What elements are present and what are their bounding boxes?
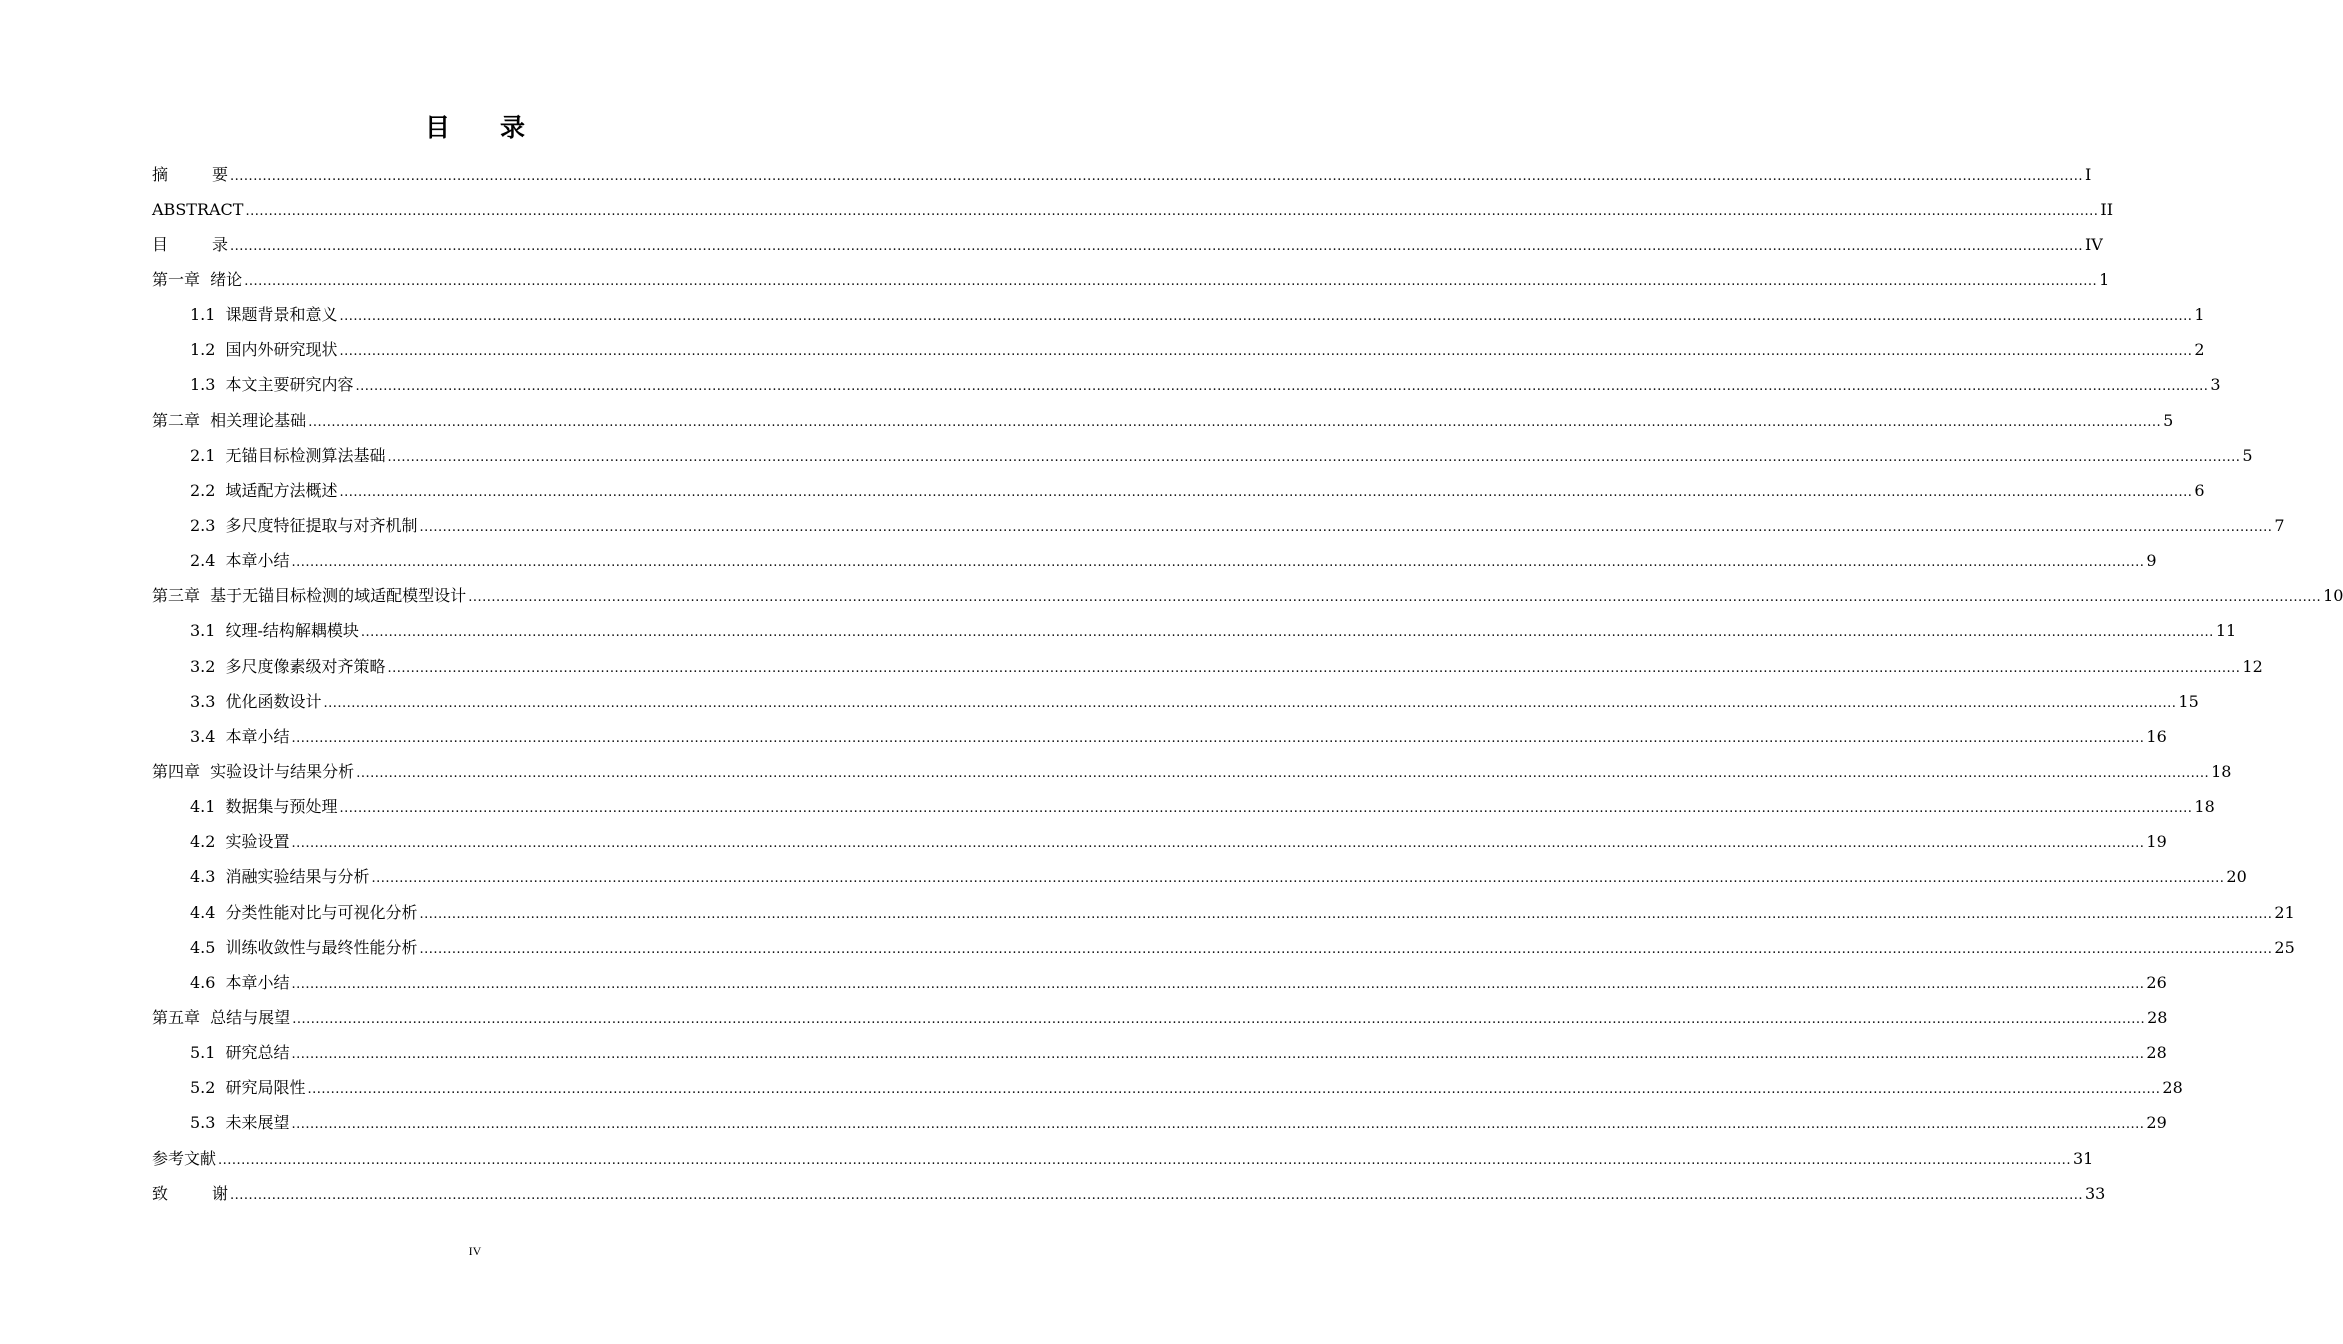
toc-section-entry[interactable]: [152, 1071, 2183, 1106]
toc-section-entry[interactable]: [152, 965, 2167, 1000]
toc-entry-label: [190, 1113, 289, 1133]
toc-chapter-entry[interactable]: [152, 1141, 2094, 1176]
toc-chapter-entry[interactable]: [152, 403, 2174, 438]
toc-section-entry[interactable]: [152, 614, 2237, 649]
toc-section-number: 3.4: [190, 726, 216, 746]
dot-leader: ................................................................................................................................................................................................................................................................................................................................................................................................................: [230, 238, 2083, 254]
toc-section-entry[interactable]: [152, 333, 2205, 368]
toc-section-number: 4.5: [190, 937, 216, 957]
toc-section-title: 本文主要研究内容: [225, 375, 354, 395]
toc-label-char: 摘: [152, 164, 169, 184]
toc-page-number: 28: [2147, 1007, 2168, 1027]
dot-leader: ................................................................................................................................................................................................................................................................................................................................................................................................................: [307, 1082, 2161, 1098]
toc-section-title: 国内外研究现状: [225, 340, 338, 360]
toc-section-entry[interactable]: [152, 544, 2157, 579]
toc-page-number: I: [2084, 164, 2092, 184]
dot-leader: ................................................................................................................................................................................................................................................................................................................................................................................................................: [419, 519, 2273, 535]
toc-page-number: 12: [2242, 656, 2263, 676]
toc-entry-label: [190, 1043, 289, 1063]
page-title-part2: 录: [500, 113, 526, 142]
toc-entry-label: [190, 516, 417, 536]
toc-section-entry[interactable]: [152, 719, 2167, 754]
dot-leader: ................................................................................................................................................................................................................................................................................................................................................................................................................: [371, 871, 2225, 887]
toc-section-title: 优化函数设计: [225, 691, 322, 711]
toc-entry-label: [152, 165, 228, 185]
toc-entry-label: 第二章 相关理论基础: [152, 410, 307, 430]
page-title-part1: 目: [424, 113, 450, 142]
toc-entry-label: [190, 973, 289, 993]
toc-page-number: 15: [2178, 691, 2199, 711]
toc-entry-label: [152, 235, 228, 255]
toc-section-title: 训练收敛性与最终性能分析: [225, 937, 418, 957]
toc-section-entry[interactable]: [152, 473, 2205, 508]
toc-section-entry[interactable]: [152, 825, 2167, 860]
toc-section-number: 4.6: [190, 972, 216, 992]
toc-page-number: 31: [2072, 1148, 2094, 1168]
toc-entry-label: 第一章 绪论: [152, 269, 243, 289]
dot-leader: ................................................................................................................................................................................................................................................................................................................................................................................................................: [230, 168, 2083, 184]
dot-leader: ................................................................................................................................................................................................................................................................................................................................................................................................................: [355, 379, 2209, 395]
toc-section-title: 实验设置: [225, 832, 290, 852]
toc-entry-label: 第三章 基于无锚目标检测的域适配模型设计: [152, 586, 467, 606]
toc-page-number: 28: [2162, 1078, 2183, 1098]
dot-leader: ................................................................................................................................................................................................................................................................................................................................................................................................................: [291, 1047, 2145, 1063]
dot-leader: ................................................................................................................................................................................................................................................................................................................................................................................................................: [308, 414, 2162, 430]
toc-entry-label: [190, 797, 337, 817]
toc-page-number: 3: [2210, 375, 2221, 395]
dot-leader: ................................................................................................................................................................................................................................................................................................................................................................................................................: [468, 590, 2322, 606]
toc-chapter-entry[interactable]: [152, 227, 2103, 262]
toc-entry-label: [190, 551, 289, 571]
toc-label-char: 要: [212, 164, 229, 184]
toc-page-number: 28: [2146, 1043, 2167, 1063]
toc-chapter-entry[interactable]: [152, 157, 2092, 192]
toc-entry-label: 第四章 实验设计与结果分析: [152, 761, 355, 781]
toc-section-title: 消融实验结果与分析: [225, 867, 370, 887]
toc-section-number: 1.3: [190, 375, 216, 395]
table-of-contents: [152, 157, 2343, 1211]
dot-leader: ................................................................................................................................................................................................................................................................................................................................................................................................................: [419, 941, 2273, 957]
dot-leader: ................................................................................................................................................................................................................................................................................................................................................................................................................: [339, 344, 2193, 360]
toc-page-number: 1: [2099, 269, 2110, 289]
toc-section-title: 本章小结: [225, 726, 290, 746]
dot-leader: ................................................................................................................................................................................................................................................................................................................................................................................................................: [218, 1152, 2071, 1168]
toc-page-number: IV: [2084, 234, 2103, 254]
toc-section-entry[interactable]: [152, 1036, 2167, 1071]
toc-label-char: 谢: [212, 1183, 229, 1203]
toc-section-title: 多尺度像素级对齐策略: [225, 656, 386, 676]
toc-entry-label: [190, 832, 289, 852]
toc-page-number: 6: [2194, 480, 2205, 500]
toc-section-number: 2.1: [190, 445, 216, 465]
toc-entry-label: [190, 1078, 305, 1098]
toc-section-entry[interactable]: [152, 790, 2215, 825]
toc-section-entry[interactable]: [152, 930, 2295, 965]
dot-leader: ................................................................................................................................................................................................................................................................................................................................................................................................................: [291, 730, 2145, 746]
toc-section-entry[interactable]: [152, 1106, 2167, 1141]
toc-entry-label: [190, 621, 359, 641]
dot-leader: ................................................................................................................................................................................................................................................................................................................................................................................................................: [387, 660, 2241, 676]
toc-page-number: 19: [2146, 832, 2167, 852]
toc-page-number: 20: [2226, 867, 2247, 887]
toc-section-number: 2.2: [190, 480, 216, 500]
toc-label-char: 目: [152, 234, 169, 254]
toc-entry-label: [152, 1184, 228, 1204]
toc-entry-label: 第五章 总结与展望: [152, 1007, 291, 1027]
toc-section-entry[interactable]: [152, 860, 2247, 895]
toc-section-number: 3.3: [190, 691, 216, 711]
toc-section-title: 研究总结: [225, 1043, 290, 1063]
toc-section-entry[interactable]: [152, 508, 2285, 543]
toc-section-entry[interactable]: [152, 368, 2221, 403]
toc-page-number: 5: [2163, 410, 2174, 430]
toc-entry-label: [190, 727, 289, 747]
toc-section-entry[interactable]: [152, 298, 2205, 333]
toc-section-number: 2.4: [190, 551, 216, 571]
toc-section-title: 无锚目标检测算法基础: [225, 445, 386, 465]
toc-section-title: 本章小结: [225, 551, 290, 571]
dot-leader: ................................................................................................................................................................................................................................................................................................................................................................................................................: [339, 801, 2193, 817]
toc-section-title: 分类性能对比与可视化分析: [225, 902, 418, 922]
toc-section-number: 1.2: [190, 340, 216, 360]
toc-section-entry[interactable]: [152, 438, 2253, 473]
toc-chapter-entry[interactable]: [152, 579, 2343, 614]
toc-section-entry[interactable]: [152, 895, 2295, 930]
toc-label-char: 致: [152, 1183, 169, 1203]
toc-section-number: 3.1: [190, 621, 216, 641]
dot-leader: ................................................................................................................................................................................................................................................................................................................................................................................................................: [356, 765, 2210, 781]
dot-leader: ................................................................................................................................................................................................................................................................................................................................................................................................................: [291, 1117, 2145, 1133]
toc-page-number: 29: [2146, 1113, 2167, 1133]
toc-entry-label: [190, 903, 417, 923]
toc-section-number: 4.1: [190, 797, 216, 817]
toc-section-title: 研究局限性: [225, 1078, 306, 1098]
toc-section-number: 4.2: [190, 832, 216, 852]
toc-section-number: 4.4: [190, 902, 216, 922]
toc-page-number: 18: [2211, 761, 2232, 781]
toc-page-number: 18: [2194, 797, 2215, 817]
toc-page-number: 33: [2084, 1183, 2106, 1203]
dot-leader: ................................................................................................................................................................................................................................................................................................................................................................................................................: [387, 449, 2241, 465]
toc-chapter-entry[interactable]: [152, 1176, 2106, 1211]
toc-chapter-entry[interactable]: [152, 754, 2232, 789]
toc-entry-label: [190, 481, 337, 501]
toc-page-number: 5: [2242, 445, 2253, 465]
dot-leader: ................................................................................................................................................................................................................................................................................................................................................................................................................: [323, 695, 2177, 711]
toc-page-number: 11: [2215, 621, 2237, 641]
page-number-footer: IV: [468, 1244, 482, 1258]
toc-chapter-entry[interactable]: [152, 1000, 2168, 1035]
toc-label-char: 录: [212, 234, 229, 254]
toc-section-number: 4.3: [190, 867, 216, 887]
toc-chapter-entry[interactable]: [152, 192, 2114, 227]
toc-section-number: 3.2: [190, 656, 216, 676]
toc-section-number: 2.3: [190, 515, 216, 535]
toc-entry-label: [190, 867, 369, 887]
toc-entry-label: [190, 375, 353, 395]
dot-leader: ................................................................................................................................................................................................................................................................................................................................................................................................................: [339, 309, 2193, 325]
toc-page-number: 21: [2274, 902, 2295, 922]
toc-section-title: 未来展望: [225, 1113, 290, 1133]
toc-section-title: 本章小结: [225, 972, 290, 992]
toc-section-title: 多尺度特征提取与对齐机制: [225, 515, 418, 535]
toc-section-number: 5.2: [190, 1078, 216, 1098]
toc-entry-label: [190, 305, 337, 325]
toc-entry-label: [190, 340, 337, 360]
toc-entry-label: [190, 446, 385, 466]
toc-entry-label: [190, 938, 417, 958]
toc-section-entry[interactable]: [152, 684, 2199, 719]
toc-section-entry[interactable]: [152, 649, 2263, 684]
toc-section-number: 1.1: [190, 305, 216, 325]
toc-page-number: 16: [2146, 726, 2167, 746]
toc-chapter-entry[interactable]: [152, 262, 2110, 297]
dot-leader: ................................................................................................................................................................................................................................................................................................................................................................................................................: [339, 484, 2193, 500]
toc-page-number: 10: [2323, 586, 2343, 606]
dot-leader: ................................................................................................................................................................................................................................................................................................................................................................................................................: [291, 836, 2145, 852]
toc-page-number: 25: [2274, 937, 2295, 957]
toc-page-number: 9: [2146, 551, 2157, 571]
dot-leader: ................................................................................................................................................................................................................................................................................................................................................................................................................: [245, 203, 2099, 219]
toc-section-title: 课题背景和意义: [225, 305, 338, 325]
toc-entry-label: [190, 657, 385, 677]
toc-page-number: II: [2100, 199, 2114, 219]
toc-page-number: 7: [2274, 515, 2285, 535]
toc-section-number: 5.3: [190, 1113, 216, 1133]
toc-page-number: 26: [2146, 972, 2167, 992]
toc-entry-label: [190, 692, 321, 712]
dot-leader: ................................................................................................................................................................................................................................................................................................................................................................................................................: [230, 1187, 2083, 1203]
dot-leader: ................................................................................................................................................................................................................................................................................................................................................................................................................: [360, 625, 2214, 641]
toc-entry-label: 参考文献: [152, 1148, 217, 1168]
toc-section-title: 域适配方法概述: [225, 480, 338, 500]
dot-leader: ................................................................................................................................................................................................................................................................................................................................................................................................................: [292, 1011, 2146, 1027]
page-title: [0, 108, 950, 148]
toc-section-title: 纹理-结构解耦模块: [225, 621, 359, 641]
dot-leader: ................................................................................................................................................................................................................................................................................................................................................................................................................: [291, 555, 2145, 571]
dot-leader: ................................................................................................................................................................................................................................................................................................................................................................................................................: [244, 273, 2098, 289]
toc-page-number: 1: [2194, 305, 2205, 325]
toc-section-number: 5.1: [190, 1043, 216, 1063]
dot-leader: ................................................................................................................................................................................................................................................................................................................................................................................................................: [291, 976, 2145, 992]
toc-entry-label: ABSTRACT: [152, 199, 244, 219]
toc-section-title: 数据集与预处理: [225, 797, 338, 817]
dot-leader: ................................................................................................................................................................................................................................................................................................................................................................................................................: [419, 906, 2273, 922]
toc-page-number: 2: [2194, 340, 2205, 360]
